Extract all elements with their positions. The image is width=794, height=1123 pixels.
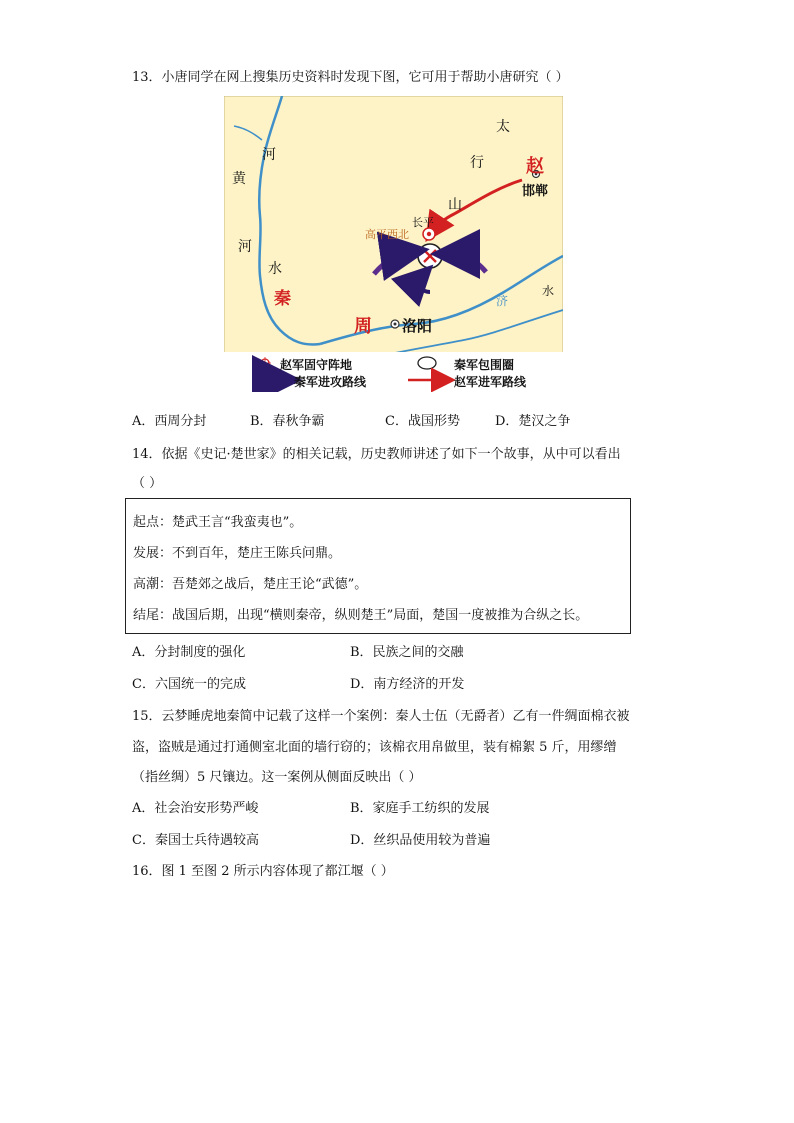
legend-route-label: 赵军进军路线 bbox=[454, 375, 527, 389]
q14-story-box bbox=[125, 498, 631, 634]
label-shan: 山 bbox=[448, 197, 462, 213]
label-luoyang: 洛阳 bbox=[402, 317, 433, 335]
story-start: 起点：楚武王言“我蛮夷也”。 bbox=[133, 515, 303, 530]
label-tai: 太 bbox=[496, 119, 510, 135]
legend-attack-label: 秦军进攻路线 bbox=[294, 375, 367, 389]
label-hang: 行 bbox=[470, 155, 484, 171]
label-qin: 秦 bbox=[274, 289, 291, 309]
q15-option-c[interactable]: C．秦国士兵待遇较高 bbox=[132, 833, 259, 848]
label-changping: 长平 bbox=[412, 216, 434, 229]
q13-option-c[interactable]: C．战国形势 bbox=[385, 414, 460, 429]
label-huang: 黄 bbox=[232, 171, 246, 187]
q14-option-d[interactable]: D．南方经济的开发 bbox=[350, 677, 465, 692]
q13-option-d[interactable]: D．楚汉之争 bbox=[495, 414, 571, 429]
q13-option-a[interactable]: A．西周分封 bbox=[132, 414, 207, 429]
q14-option-b[interactable]: B．民族之间的交融 bbox=[350, 645, 464, 660]
q15-line-3: （指丝绸）5 尺镶边。这一案例从侧面反映出（ ） bbox=[132, 770, 422, 785]
q14-option-a[interactable]: A．分封制度的强化 bbox=[132, 645, 246, 660]
q13-option-b[interactable]: B．春秋争霸 bbox=[250, 414, 325, 429]
label-he-upper: 河 bbox=[262, 147, 276, 163]
q15-line-2: 盗，盗贼是通过打通侧室北面的墙行窃的；该棉衣用帛做里，装有棉絮 5 斤，用缪缯 bbox=[132, 740, 617, 755]
story-climax: 高潮：吾楚郊之战后，楚庄王论“武德”。 bbox=[133, 577, 368, 592]
q16-stem: 16．图 1 至图 2 所示内容体现了都江堰（ ） bbox=[132, 864, 394, 879]
battle-map bbox=[224, 96, 563, 392]
story-ending: 结尾：战国后期，出现“横则秦帝，纵则楚王”局面，楚国一度被推为合纵之长。 bbox=[133, 608, 589, 623]
legend-encircle-label: 秦军包围圈 bbox=[454, 358, 515, 372]
legend-defense-label: 赵军固守阵地 bbox=[280, 358, 353, 372]
q15-option-d[interactable]: D．丝织品使用较为普遍 bbox=[350, 833, 491, 848]
q15-option-b[interactable]: B．家庭手工纺织的发展 bbox=[350, 801, 490, 816]
label-shui-right: 水 bbox=[542, 284, 555, 298]
label-ji: 济 bbox=[496, 294, 509, 308]
q13-stem: 13．小唐同学在网上搜集历史资料时发现下图，它可用于帮助小唐研究（ ） bbox=[132, 70, 569, 85]
q14-stem: 14．依据《史记·楚世家》的相关记载，历史教师讲述了如下一个故事，从中可以看出 bbox=[132, 447, 621, 462]
label-gaoping: 高平西北 bbox=[365, 228, 409, 241]
map-background bbox=[224, 96, 563, 392]
story-development: 发展：不到百年，楚庄王陈兵问鼎。 bbox=[133, 546, 342, 561]
legend-encircle-icon bbox=[418, 357, 436, 369]
q15-line-1: 15．云梦睡虎地秦简中记载了这样一个案例：秦人士伍（无爵者）乙有一件绸面棉衣被 bbox=[132, 709, 630, 724]
q14-option-c[interactable]: C．六国统一的完成 bbox=[132, 677, 246, 692]
q15-option-a[interactable]: A．社会治安形势严峻 bbox=[132, 801, 259, 816]
q14-stem-bracket: （ ） bbox=[132, 476, 163, 491]
label-handan: 邯郸 bbox=[522, 184, 549, 199]
label-shui-left: 水 bbox=[268, 261, 282, 277]
label-he-lower: 河 bbox=[238, 239, 252, 255]
label-zhao: 赵 bbox=[526, 156, 544, 177]
label-zhou: 周 bbox=[354, 316, 372, 337]
